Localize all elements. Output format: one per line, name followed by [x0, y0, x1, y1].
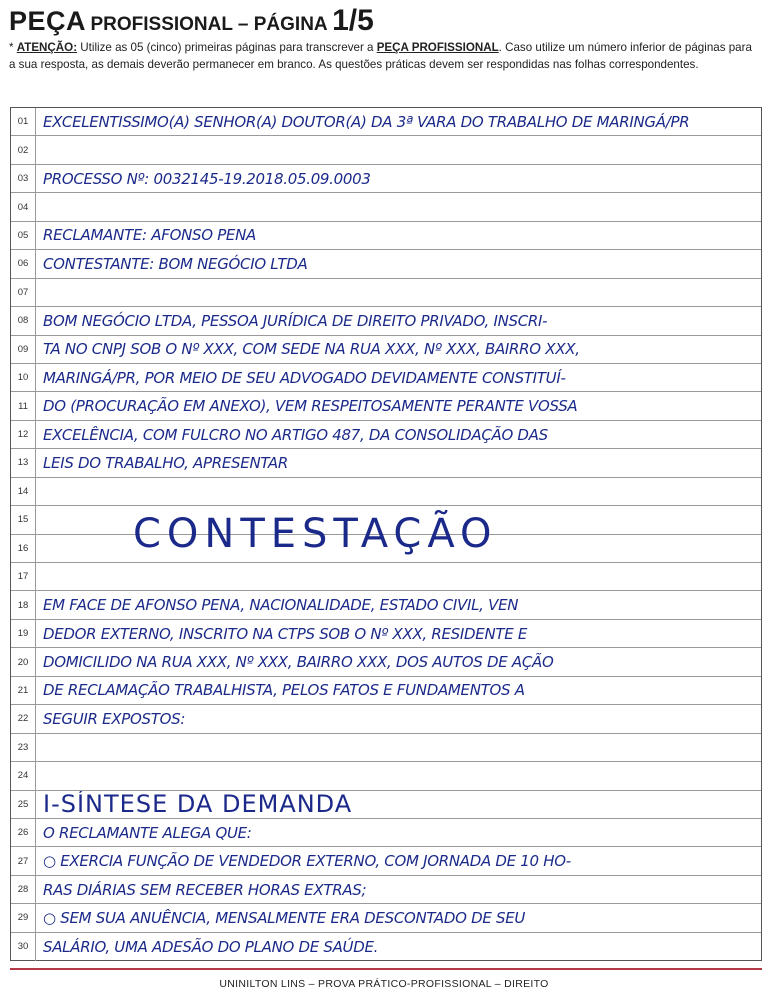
handwritten-text: [43, 136, 757, 163]
handwritten-text: SALÁRIO, UMA ADESÃO DO PLANO DE SAÚDE.: [43, 937, 379, 956]
line-number: 24: [11, 762, 36, 789]
line-number: 27: [11, 847, 36, 874]
line-number: 03: [11, 165, 36, 192]
answer-line: [11, 904, 761, 932]
handwritten-text: CONTESTANTE: BOM NEGÓCIO LTDA: [43, 254, 308, 273]
line-number: 15: [11, 506, 36, 533]
page-title: [9, 6, 759, 36]
line-number: 04: [11, 193, 36, 220]
line-number: 08: [11, 307, 36, 334]
answer-line: [11, 648, 761, 676]
answer-line: [11, 847, 761, 875]
answer-line: [11, 336, 761, 364]
handwritten-text: [43, 762, 757, 789]
line-number: 18: [11, 591, 36, 618]
handwritten-text: I-SÍNTESE DA DEMANDA: [43, 790, 353, 818]
answer-line: [11, 364, 761, 392]
answer-line: [11, 620, 761, 648]
line-number: 09: [11, 336, 36, 363]
line-number: 19: [11, 620, 36, 647]
handwritten-text: [43, 193, 757, 220]
page-header: [9, 6, 759, 73]
handwritten-text: [43, 478, 757, 505]
line-number: 14: [11, 478, 36, 505]
line-number: 22: [11, 705, 36, 732]
answer-line: [11, 535, 761, 563]
handwritten-text: O RECLAMANTE ALEGA QUE:: [43, 823, 252, 842]
notice-attention: ATENÇÃO:: [16, 41, 78, 54]
handwritten-text: DE RECLAMAÇÃO TRABALHISTA, PELOS FATOS E FUNDAMENTOS A: [43, 681, 525, 700]
answer-line: [11, 876, 761, 904]
answer-line: [11, 392, 761, 420]
line-number: 29: [11, 904, 36, 931]
answer-line: [11, 478, 761, 506]
handwritten-text: DOMICILIDO NA RUA XXX, Nº XXX, BAIRRO XXX, DOS AUTOS DE AÇÃO: [43, 653, 554, 672]
answer-line: [11, 734, 761, 762]
handwritten-text: [43, 563, 757, 590]
handwritten-text: BOM NEGÓCIO LTDA, PESSOA JURÍDICA DE DIREITO PRIVADO, INSCRI-: [43, 311, 548, 330]
line-number: 28: [11, 876, 36, 903]
answer-line: [11, 165, 761, 193]
title-sub: PROFISSIONAL – PÁGINA: [90, 14, 328, 35]
answer-line: [11, 193, 761, 221]
line-number: 06: [11, 250, 36, 277]
handwritten-text: EXCELÊNCIA, COM FULCRO NO ARTIGO 487, DA CONSOLIDAÇÃO DAS: [43, 425, 548, 444]
answer-line: [11, 108, 761, 136]
title-main: PEÇA: [9, 6, 87, 36]
answer-line: [11, 563, 761, 591]
handwritten-text: DEDOR EXTERNO, INSCRITO NA CTPS SOB O Nº XXX, RESIDENTE E: [43, 624, 528, 643]
line-number: 16: [11, 535, 36, 562]
handwritten-text: MARINGÁ/PR, POR MEIO DE SEU ADVOGADO DEVIDAMENTE CONSTITUÍ-: [43, 368, 566, 387]
answer-line: [11, 677, 761, 705]
line-number: 20: [11, 648, 36, 675]
handwritten-text: EM FACE DE AFONSO PENA, NACIONALIDADE, ESTADO CIVIL, VEN: [43, 596, 519, 615]
handwritten-text: SEGUIR EXPOSTOS:: [43, 709, 186, 728]
answer-line: [11, 449, 761, 477]
handwritten-text: LEIS DO TRABALHO, APRESENTAR: [43, 453, 288, 472]
handwritten-text: CONTESTAÇÃO: [133, 511, 498, 558]
answer-line: [11, 279, 761, 307]
line-number: 02: [11, 136, 36, 163]
line-number: 23: [11, 734, 36, 761]
notice-text-2: . Caso utilize um número inferior de páginas para a sua resposta, as demais deverão permanecer em branco. As questões práticas devem ser respondidas nas folhas correspondentes.: [9, 41, 752, 71]
handwritten-text: [43, 734, 757, 761]
answer-line: [11, 136, 761, 164]
notice-peca: PEÇA PROFISSIONAL: [376, 41, 499, 54]
answer-line: [11, 791, 761, 819]
handwritten-text: TA NO CNPJ SOB O Nº XXX, COM SEDE NA RUA XXX, Nº XXX, BAIRRO XXX,: [43, 340, 580, 359]
page-footer: UNINILTON LINS – PROVA PRÁTICO-PROFISSIONAL – DIREITO: [219, 978, 549, 990]
handwritten-text: ○ SEM SUA ANUÊNCIA, MENSALMENTE ERA DESCONTADO DE SEU: [43, 908, 526, 927]
answer-line: [11, 222, 761, 250]
answer-line: [11, 421, 761, 449]
line-number: 12: [11, 421, 36, 448]
notice-text-1: Utilize as 05 (cinco) primeiras páginas para transcrever a: [77, 41, 377, 54]
handwritten-text: EXCELENTISSIMO(A) SENHOR(A) DOUTOR(A) DA 3ª VARA DO TRABALHO DE MARINGÁ/PR: [43, 112, 690, 131]
answer-sheet: [10, 107, 762, 961]
answer-line: [11, 307, 761, 335]
line-number: 01: [11, 108, 36, 135]
handwritten-text: DO (PROCURAÇÃO EM ANEXO), VEM RESPEITOSAMENTE PERANTE VOSSA: [43, 397, 578, 416]
answer-line: [11, 250, 761, 278]
bottom-divider: [10, 968, 762, 970]
line-number: 13: [11, 449, 36, 476]
line-number: 21: [11, 677, 36, 704]
handwritten-text: RECLAMANTE: AFONSO PENA: [43, 226, 256, 245]
answer-line: [11, 705, 761, 733]
answer-line: [11, 819, 761, 847]
handwritten-text: [43, 535, 757, 562]
attention-notice: [9, 39, 759, 73]
handwritten-text: RAS DIÁRIAS SEM RECEBER HORAS EXTRAS;: [43, 880, 367, 899]
line-number: 05: [11, 222, 36, 249]
handwritten-text: [43, 279, 757, 306]
answer-line: [11, 591, 761, 619]
line-number: 26: [11, 819, 36, 846]
notice-prefix: *: [9, 41, 17, 54]
handwritten-text: PROCESSO Nº: 0032145-19.2018.05.09.0003: [43, 169, 371, 188]
page-indicator: 1/5: [332, 4, 374, 37]
line-number: 11: [11, 392, 36, 419]
line-number: 17: [11, 563, 36, 590]
answer-line: [11, 933, 761, 961]
line-number: 25: [11, 791, 36, 818]
answer-line: [11, 762, 761, 790]
line-number: 07: [11, 279, 36, 306]
line-number: 10: [11, 364, 36, 391]
line-number: 30: [11, 933, 36, 961]
handwritten-text: ○ EXERCIA FUNÇÃO DE VENDEDOR EXTERNO, COM JORNADA DE 10 HO-: [43, 852, 571, 871]
